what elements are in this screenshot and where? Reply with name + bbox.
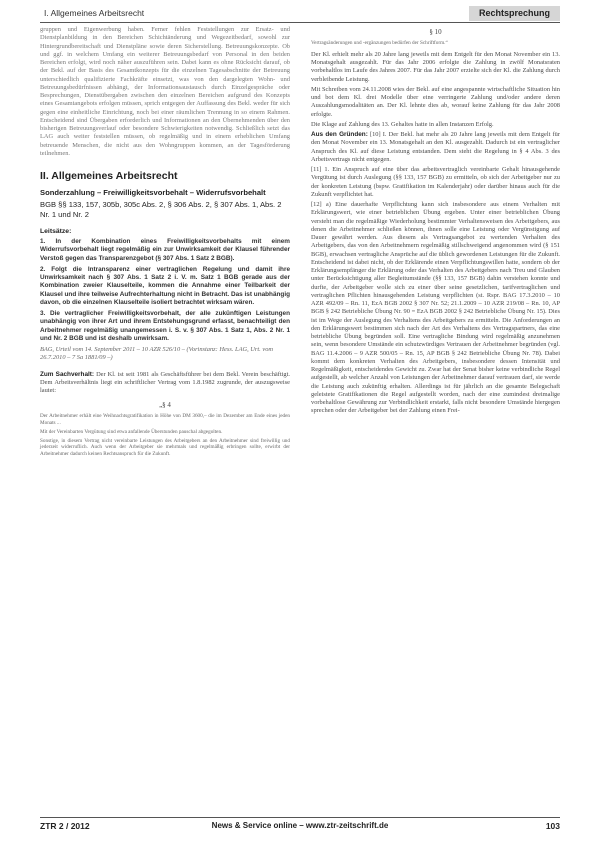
paragraph-sign-4: „§ 4 [159, 401, 171, 410]
contract-excerpt [40, 413, 290, 458]
gruende-label: Aus den Gründen: [311, 131, 368, 139]
case-title: Sonderzahlung – Freiwilligkeitsvorbehalt – Widerrufsvorbehalt [40, 188, 266, 197]
court-citation: BAG, Urteil vom 14. September 2011 – 10 AZR 526/10 – (Vorinstanz: Hess. LAG, Urt. vom 26.7.2010 – 7 Sa 1881/09 –) [40, 346, 274, 362]
intro-text: gruppen und Eigenwerbung haben. Ferner fehlen Feststellungen zur Ersatz- und Dienstplanbildung in den Bereichen Schichtänderung und Wegezeitbedarf, sowohl zur Hintergrundbereitschaft und Dienstpläne sowie deren Sicherstellung. Betreuungskonzepte. Ob und ggf. in welchem Umfang ein weiterer Betreuungsbedarf von Personal in den beiden Bereichen erfolgt, wird noch näher auszuführen sein. Dabei kann es ohne Rücksicht darauf, ob der Bekl. auf der Basis des Gesamtkonzepts für die einzelnen Tagesabschnitte der Betreuung unterschiedlich qualifizierte Fachkräfte einsetzt, was von den dargelegten Wohn- und Betreuungsbedürfnissen abhängt, der Informationsaustausch durch Einzelgespräche oder Besprechungen, Dienstübergaben zwischen den einzelnen Bereichen aufgrund des Konzepts eines Gesamtangebots erfolgen müssen, sprich entgegen der Auffassung des Bekl. weder für sich gegen eine einheitliche Einrichtung, noch bei einer räumlichen Trennung in so einem Rahmen. Entscheidend sind Übergaben erforderlich und Informationen an den Übernehmenden über den bisherigen Betreuungsverlauf oder besondere Schwierigkeiten notwendig. Schließlich setzt das LAG auch weiter feststellen müssen, ob regelmäßig und in einem erheblichen Umfang betreuende Menschen, die nicht aus den Wohngruppen kommen, an der Tagesförderung teilnehmen. [40, 26, 290, 157]
sachverhalt-text: Der Kl. ist seit 1981 als Geschäftsführer bei dem Bekl. Verein beschäftigt. Dem Arbeitsverhältnis liegt ein schriftlicher Vertrag vom 1.8.1982 zugrunde, der auszugsweise lautet: [40, 370, 291, 394]
reasons-p5: [11] 1. Ein Anspruch auf eine über das arbeitsvertraglich vereinbarte Gehalt hinausgehende Vergütung ist durch Auslegung (§§ 133, 157 BGB) zu ermitteln, ob sich der Arbeitgeber nur zu der konkreten Leistung (bspw. Gratifikation im Kalenderjahr) oder darüber hinaus auch für die Zukunft verpflichtet hat. [311, 166, 560, 198]
sachverhalt-paragraph [40, 371, 290, 396]
contract-clause-3: Sonstige, in diesem Vertrag nicht vereinbarte Leistungen des Arbeitgebers an den Arbeitnehmer sind freiwillig und jederzeit widerruflich. Auch wenn der Arbeitgeber sie mehrmals und regelmäßig erbringen sollte, erwirbt der Arbeitnehmer dadurch keinen Rechtsanspruch für die Zukunft. [40, 437, 290, 458]
sachverhalt-label: Zum Sachverhalt: [40, 370, 95, 378]
leitsaetze-label: Leitsätze: [40, 228, 72, 235]
left-column [40, 26, 290, 460]
facts-p3: Die Klage auf Zahlung des 13. Gehaltes hatte in allen Instanzen Erfolg. [311, 120, 494, 128]
leitsatz-2: 2. Folgt die Intransparenz einer vertraglichen Regelung und damit ihre Unwirksamkeit nach § 307 Abs. 1 Satz 2 i. V. m. Satz 1 BGB gerade aus der Kombination zweier Klauselteile, kommen die Annahme einer Teilbarkeit der Klausel und ihre teilweise Aufrechterhaltung nicht in Betracht. Das ist unabhängig davon, ob die einzelnen Klauselteile isoliert betrachtet wirksam wären. [40, 265, 290, 306]
reasons-p4 [311, 131, 560, 164]
section-heading: II. Allgemeines Arbeitsrecht [40, 170, 178, 182]
reasons-p4-text: [10] I. Der Bekl. hat mehr als 20 Jahre lang jeweils mit dem Entgelt für den Monat November ein 13. Monatsgehalt an den Kl. ausgezahlt. Dadurch ist ein vertraglicher Anspruch des Kl. auf diese Leistung entstanden. Dem steht die Regelung in § 4 Abs. 3 des Arbeitsvertrags nicht entgegen. [311, 131, 560, 163]
intro-paragraph [40, 26, 290, 158]
category-tab: Rechtsprechung [469, 6, 560, 21]
footer-website: News & Service online – www.ztr-zeitschrift.de [211, 821, 389, 830]
page-footer [40, 817, 560, 832]
leitsatz-3: 3. Die vertraglicher Freiwilligkeitsvorbehalt, der alle zukünftigen Leistungen unabhängig von ihrer Art und ihrem Entstehungsgrund erfasst, benachteiligt den Arbeitnehmer regelmäßig unangemessen i. S. v. § 307 Abs. 1 Satz 1, Abs. 2 Nr. 1 und Nr. 2 BGB und ist deshalb unwirksam. [40, 310, 290, 342]
paragraph-caption: Vertragsänderungen und -ergänzungen bedürfen der Schriftform.“ [311, 40, 448, 46]
facts-text [311, 51, 560, 416]
facts-p2: Mit Schreiben vom 24.11.2008 wies der Bekl. auf eine angespannte wirtschaftliche Situation hin und bot dem Kl. drei Modelle über eine verringerte Zahlung und/oder andere deren Auszahlungsmodalitäten an. Der Kl. lehnte dies ab, worauf keine Zahlung für das Jahr 2008 erfolgte. [311, 85, 560, 118]
right-column [311, 26, 560, 418]
norm-references: BGB §§ 133, 157, 305b, 305c Abs. 2, § 306 Abs. 2, § 307 Abs. 1, Abs. 2 Nr. 1 und Nr. 2 [40, 200, 282, 219]
paragraph-sign-10: § 10 [429, 28, 442, 36]
page-header [40, 6, 560, 23]
page-number: 103 [545, 821, 560, 831]
facts-p1: Der Kl. erhielt mehr als 20 Jahre lang jeweils mit dem Entgelt für den Monat November ein 13. Monatsgehalt ausgezahlt. Für das Jahr 2006 erfolgte die Zahlung in zwölf Monatsraten vorbehaltlos im Laufe des Jahres 2007. Für das Jahr 2007 erzielte sich der Kl. die Zahlung durch verbleibende Leistung. [311, 50, 560, 83]
contract-clause-2: Mit der Vereinbarten Vergütung sind etwa anfallende Überstunden pauschal abgegolten. [40, 428, 223, 435]
journal-issue: ZTR 2 / 2012 [40, 821, 90, 831]
section-label: I. Allgemeines Arbeitsrecht [44, 8, 145, 18]
leitsatz-1: 1. In der Kombination eines Freiwilligkeitsvorbehalts mit einem Widerrufsvorbehalt liegt regelmäßig ein zur Unwirksamkeit der Klausel führender Verstoß gegen das Transparenzgebot (§ 307 Abs. 1 Satz 2 BGB). [40, 238, 290, 262]
contract-clause-1: Der Arbeitnehmer erhält eine Weihnachtsgratifikation in Höhe von DM 3600,– die im Dezember am Ende eines jeden Monats ... [40, 413, 290, 427]
reasons-p6: [12] a) Eine dauerhafte Verpflichtung kann sich insbesondere aus einem Verhalten mit Erklärungswert, wie einer betrieblichen Übung ergeben. Unter einer betrieblichen Übung versteht man die regelmäßige Wiederholung bestimmter Verhaltensweisen des Arbeitgebers, aus denen die Arbeitnehmer schließen können, ihnen solle eine Leistung oder Vergünstigung auf Dauer gewährt werden. Aus diesem als Vertragsangebot zu wertenden Verhalten des Arbeitgebers, das von den Arbeitnehmern regelmäßig stillschweigend angenommen wird (§ 151 BGB), erwachsen vertragliche Ansprüche auf die üblich gewordenen Leistungen für die Zukunft. Entscheidend ist dabei nicht, ob der Erklärende einen Verpflichtungswillen hatte, sondern ob der Erklärungsempfänger die Erklärung oder das Verhalten des Arbeitgebers nach Treu und Glauben unter Berücksichtigung aller Begleitumstände (§§ 133, 157 BGB) dahin verstehen konnte und durfte, der Arbeitgeber wolle sich zu einer über seine gesetzlichen, tarifvertraglichen und vertraglichen Pflichten hinausgehenden Leistung verpflichten (st. Rspr. BAG 17.3.2010 – 10 AZR 492/09 – Rn. 11, EzA BGB 2002 § 307 Nr. 52; 21.1.2009 – 10 AZR 219/08 – Rn. 10, AP BGB § 242 Betriebliche Übung Nr. 90 = EzA BGB 2002 § 242 Betriebliche Übung Nr. 15). Dies ist im Wege der Auslegung des Verhaltens des Arbeitgebers zu ermitteln. Die Anforderungen an den Erklärungswert bestimmen sich nach der Art des Verhaltens des Vertragspartners, das eine betriebliche Übung begründen soll. Eine vertragliche Bindung wird regelmäßig anzunehmen sein, wenn besondere Umstände ein schutzwürdiges Vertrauen der Arbeitnehmer begründen (vgl. BAG 11.4.2006 – 9 AZR 500/05 – Rn. 15, AP BGB § 242 Betriebliche Übung Nr. 78). Dabei kommt dem konkreten Verhalten des Arbeitgebers, insbesondere dessen Intensität und Regelmäßigkeit, entscheidendes Gewicht zu. Zwar hat der Senat bisher keine verbindliche Regel aufgestellt, ab welcher Anzahl von Leistungen der Arbeitnehmer darauf vertrauen darf, sie werde die Leistung auch zukünftig erhalten. Allerdings ist für jährlich an die gesamte Belegschaft geleistete Gratifikationen die Regel aufgestellt worden, nach der eine zumindest dreimalige vorbehaltlose Gewährung zur Verbindlichkeit erstarkt, falls nicht besondere Umstände hiergegen sprechen oder der Arbeitgeber bei der Zahlung einen Frei- [311, 201, 560, 415]
